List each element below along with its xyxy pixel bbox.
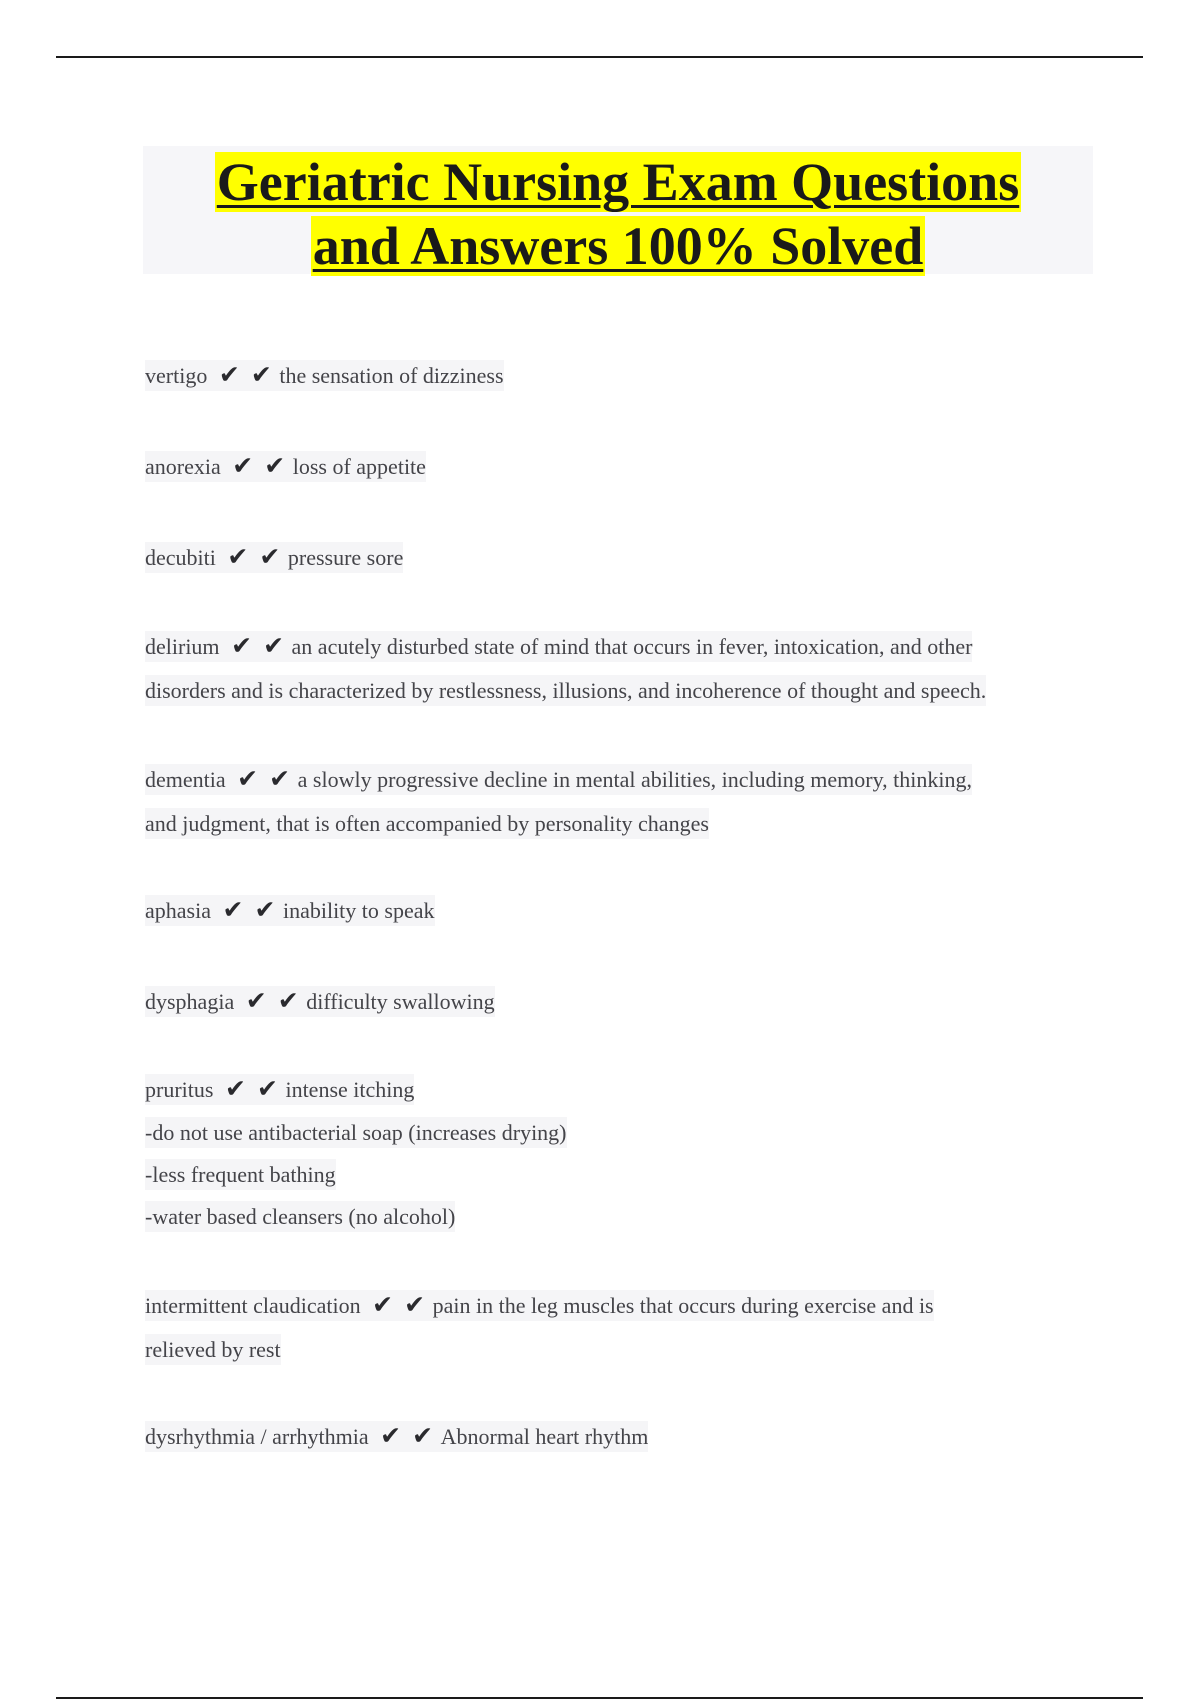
qa-entry bbox=[145, 889, 435, 933]
bottom-rule bbox=[56, 1697, 1143, 1699]
qa-entry bbox=[145, 625, 986, 713]
qa-note: -less frequent bathing bbox=[145, 1159, 336, 1190]
qa-term: aphasia bbox=[145, 898, 211, 923]
qa-entry bbox=[145, 445, 426, 489]
qa-term: dysphagia bbox=[145, 989, 235, 1014]
qa-definition-continuation: relieved by rest bbox=[145, 1334, 281, 1365]
qa-term: anorexia bbox=[145, 454, 221, 479]
double-check-icon: ✔ ✔ bbox=[380, 1421, 434, 1450]
qa-entry bbox=[145, 536, 403, 580]
qa-definition: inability to speak bbox=[282, 898, 435, 923]
qa-note: -do not use antibacterial soap (increases drying) bbox=[145, 1117, 567, 1148]
qa-entry bbox=[145, 354, 504, 398]
qa-definition: pressure sore bbox=[287, 545, 404, 570]
double-check-icon: ✔ ✔ bbox=[222, 895, 276, 924]
qa-entry bbox=[145, 1415, 648, 1459]
qa-entry bbox=[145, 1284, 934, 1372]
qa-definition: pain in the leg muscles that occurs during exercise and is bbox=[432, 1293, 934, 1318]
qa-term: intermittent claudication bbox=[145, 1293, 361, 1318]
qa-definition-continuation: disorders and is characterized by restlessness, illusions, and incoherence of thought and speech. bbox=[145, 675, 986, 706]
double-check-icon: ✔ ✔ bbox=[372, 1290, 426, 1319]
qa-entry bbox=[145, 1068, 567, 1238]
double-check-icon: ✔ ✔ bbox=[224, 1074, 278, 1103]
double-check-icon: ✔ ✔ bbox=[237, 764, 291, 793]
qa-definition: difficulty swallowing bbox=[306, 989, 495, 1014]
qa-definition: intense itching bbox=[285, 1077, 415, 1102]
double-check-icon: ✔ ✔ bbox=[218, 360, 272, 389]
qa-term: decubiti bbox=[145, 545, 216, 570]
title-block bbox=[143, 146, 1093, 274]
double-check-icon: ✔ ✔ bbox=[227, 542, 281, 571]
qa-term: pruritus bbox=[145, 1077, 214, 1102]
double-check-icon: ✔ ✔ bbox=[231, 631, 285, 660]
top-rule bbox=[56, 56, 1143, 58]
qa-entry bbox=[145, 980, 495, 1024]
double-check-icon: ✔ ✔ bbox=[245, 986, 299, 1015]
qa-definition: Abnormal heart rhythm bbox=[440, 1424, 649, 1449]
qa-term: vertigo bbox=[145, 363, 208, 388]
qa-term: dementia bbox=[145, 767, 226, 792]
qa-definition: the sensation of dizziness bbox=[279, 363, 504, 388]
double-check-icon: ✔ ✔ bbox=[232, 451, 286, 480]
qa-term: delirium bbox=[145, 634, 220, 659]
qa-definition: loss of appetite bbox=[292, 454, 426, 479]
qa-definition: an acutely disturbed state of mind that occurs in fever, intoxication, and other bbox=[291, 634, 973, 659]
page-title-line-1: Geriatric Nursing Exam Questions bbox=[216, 152, 1020, 212]
page-title-line-2: and Answers 100% Solved bbox=[312, 216, 924, 276]
qa-entry bbox=[145, 758, 972, 846]
qa-term: dysrhythmia / arrhythmia bbox=[145, 1424, 369, 1449]
qa-definition-continuation: and judgment, that is often accompanied by personality changes bbox=[145, 808, 709, 839]
qa-definition: a slowly progressive decline in mental abilities, including memory, thinking, bbox=[297, 767, 972, 792]
qa-note: -water based cleansers (no alcohol) bbox=[145, 1201, 455, 1232]
